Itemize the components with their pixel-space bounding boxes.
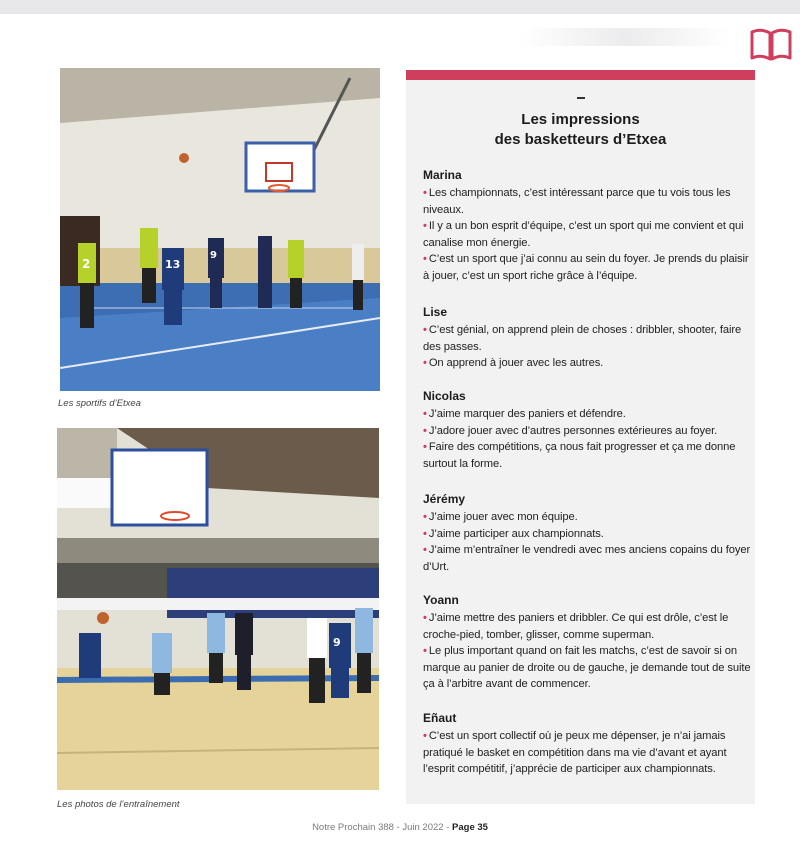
bullet-icon: • (423, 357, 427, 369)
section-name: Eñaut (423, 711, 457, 725)
bullet-text (423, 526, 751, 543)
book-icon (749, 26, 793, 62)
jersey-number: 2 (82, 257, 91, 271)
bullet-icon: • (423, 424, 427, 437)
bullet-content: On apprend à jouer avec les autres. (428, 357, 604, 369)
top-scan-band (0, 0, 800, 14)
bullet-icon: • (423, 441, 427, 453)
bullet-text (423, 406, 751, 423)
bullet-icon: • (423, 645, 427, 657)
bullet-text (423, 728, 751, 778)
bullet-content: J’adore jouer avec d’autres personnes extérieures au foyer. (428, 424, 718, 437)
bullet-content: C’est un sport collectif où je peux me dépenser, je n’ai jamais pratiqué le basket en compétition dans ma vie d’avant et ayant l’esprit compétitif, j’apprécie de participer aux championnats. (423, 730, 727, 775)
jersey-number: 9 (333, 636, 341, 649)
bullet-text (423, 355, 751, 372)
bullet-text (423, 322, 751, 355)
accent-bar (406, 70, 755, 80)
section-marina (423, 168, 751, 284)
bullet-icon: • (423, 408, 427, 420)
bullet-text (423, 423, 751, 440)
bullet-text (423, 643, 751, 693)
section-nicolas (423, 389, 751, 472)
jersey-number: 9 (210, 250, 217, 261)
bullet-text (423, 185, 751, 218)
section-name: Yoann (423, 593, 459, 607)
article-title-line1: Les impressions (521, 111, 640, 128)
section-lise (423, 305, 751, 372)
bullet-content: J’aime participer aux championnats. (428, 527, 604, 540)
bullet-text (423, 439, 751, 472)
article-title (406, 110, 755, 150)
faint-header-ghost (520, 28, 730, 46)
bullet-content: Il y a un bon esprit d’équipe, c’est un sport qui me convient et qui canalise mon énergie. (423, 220, 744, 249)
bullet-icon: • (423, 544, 427, 556)
bullet-icon: • (423, 527, 427, 540)
bullet-content: J’aime marquer des paniers et défendre. (428, 408, 626, 420)
page-footer (0, 822, 800, 833)
section-name: Jérémy (423, 492, 466, 506)
bullet-text (423, 218, 751, 251)
bullet-icon: • (423, 220, 427, 232)
title-dash (577, 97, 585, 99)
bullet-icon: • (423, 253, 427, 265)
page-number: Page 35 (452, 822, 488, 833)
jersey-number: 13 (165, 258, 181, 271)
section-jeremy (423, 492, 751, 575)
bullet-text (423, 509, 751, 526)
bullet-icon: • (423, 511, 427, 523)
bullet-text (423, 542, 751, 575)
bullet-text (423, 610, 751, 643)
section-name: Nicolas (423, 389, 466, 403)
bullet-content: Faire des compétitions, ça nous fait progresser et ça me donne surtout la forme. (423, 441, 736, 470)
bullet-icon: • (423, 730, 427, 742)
bullet-content: J’aime mettre des paniers et dribbler. Ce qui est drôle, c’est le croche-pied, tomber, glisser, comme superman. (423, 612, 729, 641)
caption-photo2: Les photos de l’entraînement (57, 799, 180, 810)
bullet-content: C’est génial, on apprend plein de choses : dribbler, shooter, faire des passes. (423, 324, 742, 353)
bullet-content: J’aime m’entraîner le vendredi avec mes anciens copains du foyer d’Urt. (423, 544, 751, 573)
photo-entrainement (57, 428, 379, 790)
caption-photo1: Les sportifs d’Etxea (58, 398, 141, 409)
bullet-content: J’aime jouer avec mon équipe. (428, 511, 578, 523)
bullet-icon: • (423, 187, 427, 199)
bullet-content: C’est un sport que j’ai connu au sein du foyer. Je prends du plaisir à jouer, c’est un sport riche grâce à l’équipe. (423, 253, 749, 282)
bullet-text (423, 251, 751, 284)
bullet-icon: • (423, 324, 427, 336)
bullet-content: Les championnats, c’est intéressant parce que tu vois tous les niveaux. (423, 187, 731, 216)
article-title-line2: des basketteurs d’Etxea (494, 131, 667, 148)
section-name: Lise (423, 305, 448, 319)
footer-text: Notre Prochain 388 - Juin 2022 - (312, 822, 453, 833)
section-enaut (423, 711, 751, 778)
section-name: Marina (423, 168, 462, 182)
bullet-content: Le plus important quand on fait les matchs, c’est de savoir si on marque au panier de droite ou de gauche, je demande tout de suite ça à l’arbitre avant de commencer. (423, 645, 751, 690)
bullet-icon: • (423, 612, 427, 624)
section-yoann (423, 593, 751, 693)
photo-sportifs (60, 68, 380, 391)
